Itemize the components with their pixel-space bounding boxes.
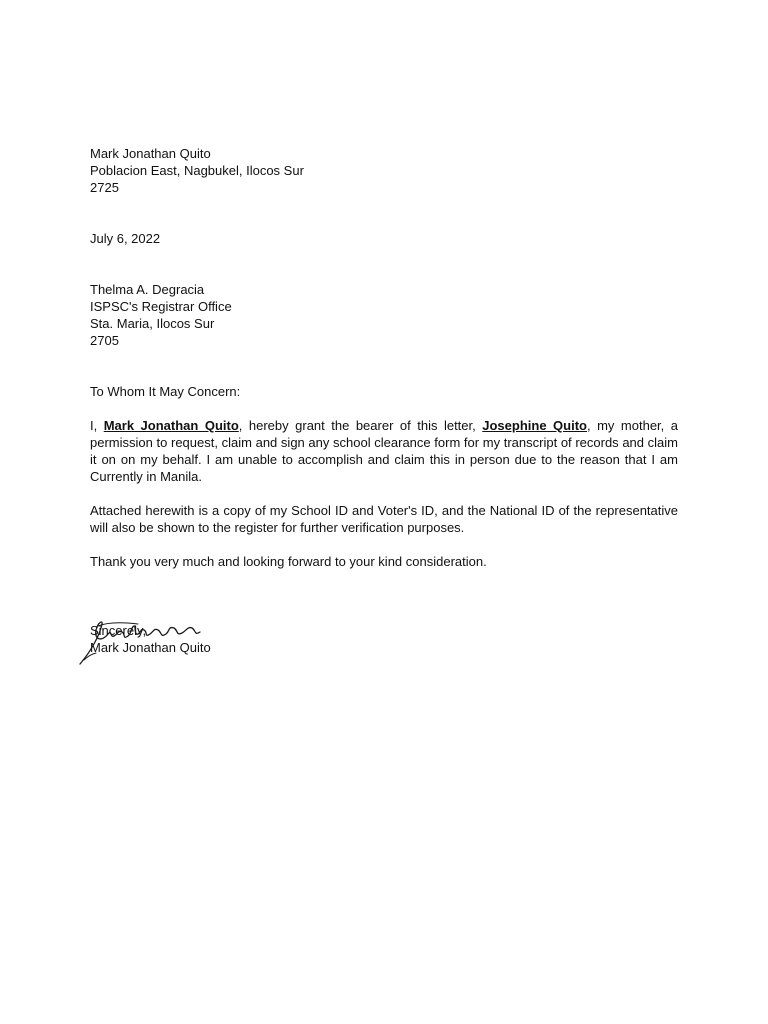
paragraph-mid: , hereby grant the bearer of this letter, xyxy=(238,418,483,433)
recipient-office: ISPSC's Registrar Office xyxy=(90,299,232,314)
paragraph-prefix: I, xyxy=(90,418,104,433)
letter-body xyxy=(90,145,678,682)
sender-block xyxy=(90,145,678,196)
grantor-name: Mark Jonathan Quito xyxy=(103,418,239,433)
letter-date: July 6, 2022 xyxy=(90,231,161,246)
date-block xyxy=(90,230,678,247)
closing-block xyxy=(90,622,678,682)
paragraph-authorization xyxy=(90,417,678,485)
paragraph-thanks: Thank you very much and looking forward to your kind consideration. xyxy=(90,554,487,569)
valediction: Sincerely, xyxy=(90,623,147,638)
recipient-zip: 2705 xyxy=(90,333,119,348)
sender-zip: 2725 xyxy=(90,180,119,195)
signature-icon xyxy=(78,620,208,666)
paragraph-rest: , my mother, a permission to request, claim and sign any school clearance form for my transcript of records and claim it on on my behalf. I am unable to accomplish and claim this in person due to the reason that I am Currently in Manila. xyxy=(90,418,678,484)
sender-name: Mark Jonathan Quito xyxy=(90,146,211,161)
paragraph-attachments: Attached herewith is a copy of my School ID and Voter's ID, and the National ID of the representative will also be shown to the register for further verification purposes. xyxy=(90,503,678,535)
recipient-block xyxy=(90,281,678,349)
signatory-name: Mark Jonathan Quito xyxy=(90,640,211,655)
recipient-address: Sta. Maria, Ilocos Sur xyxy=(90,316,215,331)
recipient-name: Thelma A. Degracia xyxy=(90,282,205,297)
bearer-name: Josephine Quito xyxy=(482,418,587,433)
sender-address: Poblacion East, Nagbukel, Ilocos Sur xyxy=(90,163,304,178)
salutation: To Whom It May Concern: xyxy=(90,384,241,399)
